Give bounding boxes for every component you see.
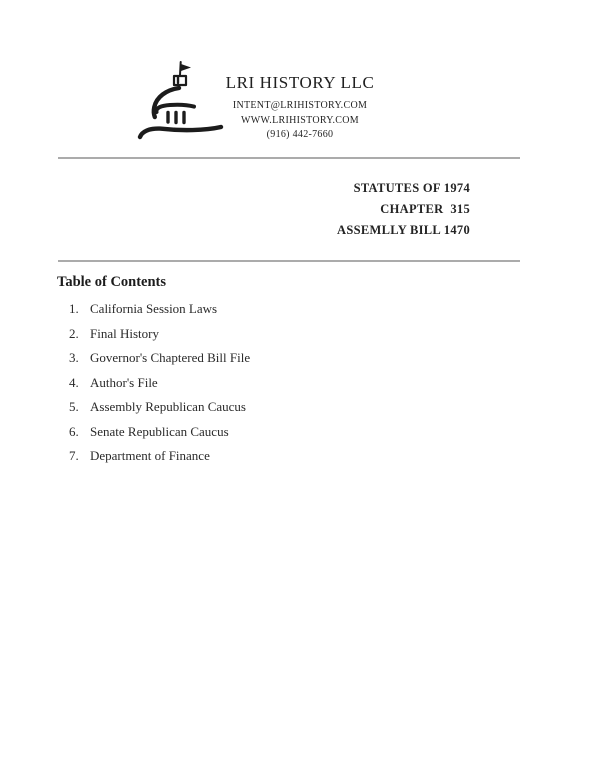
toc-item-number: 2. bbox=[69, 325, 79, 341]
toc-item-number: 1. bbox=[69, 301, 79, 316]
toc-item bbox=[69, 327, 250, 341]
chapter-number: CHAPTER 315 bbox=[380, 202, 470, 216]
toc-item bbox=[69, 376, 250, 390]
toc-item-label: Department of Finance bbox=[90, 448, 210, 463]
toc-item-number: 5. bbox=[69, 399, 79, 414]
company-email: INTENT@LRIHISTORY.COM bbox=[232, 100, 368, 111]
company-name: LRI HISTORY LLC bbox=[225, 73, 375, 92]
company-phone: (916) 442-7660 bbox=[266, 129, 334, 140]
toc-item-number: 7. bbox=[69, 448, 79, 463]
company-website: WWW.LRIHISTORY.COM bbox=[240, 114, 359, 126]
toc-item-number: 4. bbox=[69, 374, 79, 390]
letterhead bbox=[150, 73, 450, 143]
statute-reference bbox=[240, 178, 470, 241]
toc-item bbox=[69, 449, 250, 463]
toc-item bbox=[69, 425, 250, 439]
assembly-bill-number: ASSEMLLY BILL 1470 bbox=[337, 223, 470, 237]
toc-list bbox=[69, 302, 250, 474]
toc-item-label: Final History bbox=[90, 325, 159, 341]
toc-item-label: Senate Republican Caucus bbox=[90, 423, 229, 439]
toc-item-label: Governor's Chaptered Bill File bbox=[90, 350, 251, 365]
toc-item-label: Author's File bbox=[90, 374, 158, 390]
toc-item bbox=[69, 302, 250, 316]
statutes-year: STATUTES OF 1974 bbox=[353, 181, 470, 195]
divider-top bbox=[58, 157, 520, 159]
toc-title: Table of Contents bbox=[57, 274, 167, 290]
toc-item-label: California Session Laws bbox=[90, 301, 218, 316]
toc-item-number: 6. bbox=[69, 423, 79, 439]
divider-bottom bbox=[58, 260, 520, 262]
toc-item-number: 3. bbox=[69, 350, 79, 365]
toc-item bbox=[69, 400, 250, 414]
toc-item bbox=[69, 351, 250, 365]
toc-item-label: Assembly Republican Caucus bbox=[90, 399, 246, 414]
